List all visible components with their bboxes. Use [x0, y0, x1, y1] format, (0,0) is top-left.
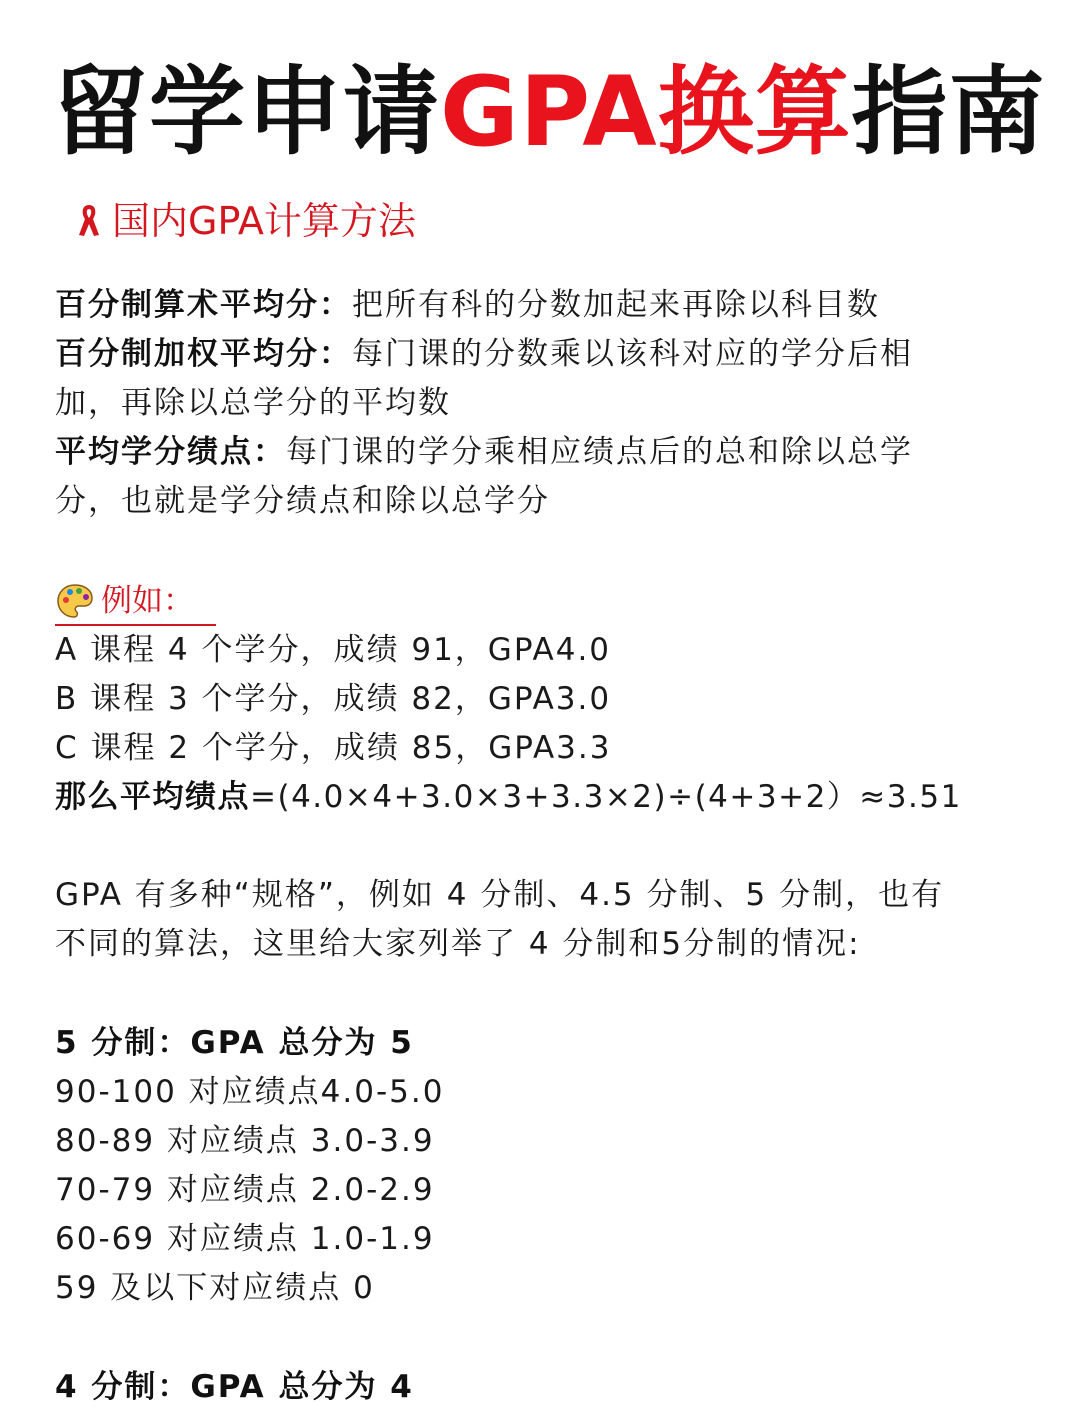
subtitle-text: 国内GPA计算方法 — [112, 199, 416, 243]
scale5-row: 59 及以下对应绩点 0 — [55, 1270, 375, 1306]
intro-line: GPA 有多种“规格”，例如 4 分制、4.5 分制、5 分制，也有 — [55, 877, 945, 913]
definition-label: 百分制算术平均分： — [55, 287, 352, 323]
definition-line — [55, 330, 1030, 379]
scale5-row: 90-100 对应绩点4.0-5.0 — [55, 1074, 445, 1110]
definition-line — [55, 428, 1030, 477]
definition-text: 把所有科的分数加起来再除以科目数 — [352, 287, 880, 323]
example-result-formula: =(4.0×4+3.0×3+3.3×2)÷(4+3+2）≈3.51 — [250, 779, 962, 815]
definition-text: 每门课的学分乘相应绩点后的总和除以总学 — [286, 434, 913, 470]
palette-icon — [55, 581, 95, 621]
title-part-1: 留学申请 — [52, 56, 440, 168]
ribbon-icon — [76, 201, 102, 241]
section-subtitle — [76, 196, 416, 246]
definition-text-cont: 分，也就是学分绩点和除以总学分 — [55, 483, 550, 519]
example-block — [55, 626, 1030, 822]
definition-text-cont: 加，再除以总学分的平均数 — [55, 385, 451, 421]
page-title — [52, 50, 1046, 174]
scale5-row: 60-69 对应绩点 1.0-1.9 — [55, 1221, 435, 1257]
title-part-3: 指南 — [851, 56, 1046, 168]
example-line: A 课程 4 个学分，成绩 91，GPA4.0 — [55, 632, 612, 668]
example-line: C 课程 2 个学分，成绩 85，GPA3.3 — [55, 730, 612, 766]
intro-block — [55, 871, 1030, 969]
definitions-block — [55, 281, 1030, 526]
example-line: B 课程 3 个学分，成绩 82，GPA3.0 — [55, 681, 612, 717]
scale5-block — [55, 1019, 1030, 1313]
scale5-row: 80-89 对应绩点 3.0-3.9 — [55, 1123, 435, 1159]
example-heading-text: 例如： — [101, 583, 194, 619]
example-result — [55, 773, 1030, 822]
intro-line: 不同的算法，这里给大家列举了 4 分制和5分制的情况: — [55, 926, 861, 962]
scale5-row: 70-79 对应绩点 2.0-2.9 — [55, 1172, 435, 1208]
scale4-block — [55, 1363, 1030, 1412]
definition-line — [55, 281, 1030, 330]
definition-label: 平均学分绩点： — [55, 434, 286, 470]
scale4-heading: 4 分制：GPA 总分为 4 — [55, 1369, 414, 1405]
example-heading — [55, 578, 216, 626]
scale5-heading: 5 分制：GPA 总分为 5 — [55, 1025, 414, 1061]
title-part-2: GPA换算 — [440, 56, 852, 168]
example-result-label: 那么平均绩点 — [55, 779, 250, 815]
definition-label: 百分制加权平均分： — [55, 336, 352, 372]
definition-text: 每门课的分数乘以该科对应的学分后相 — [352, 336, 913, 372]
